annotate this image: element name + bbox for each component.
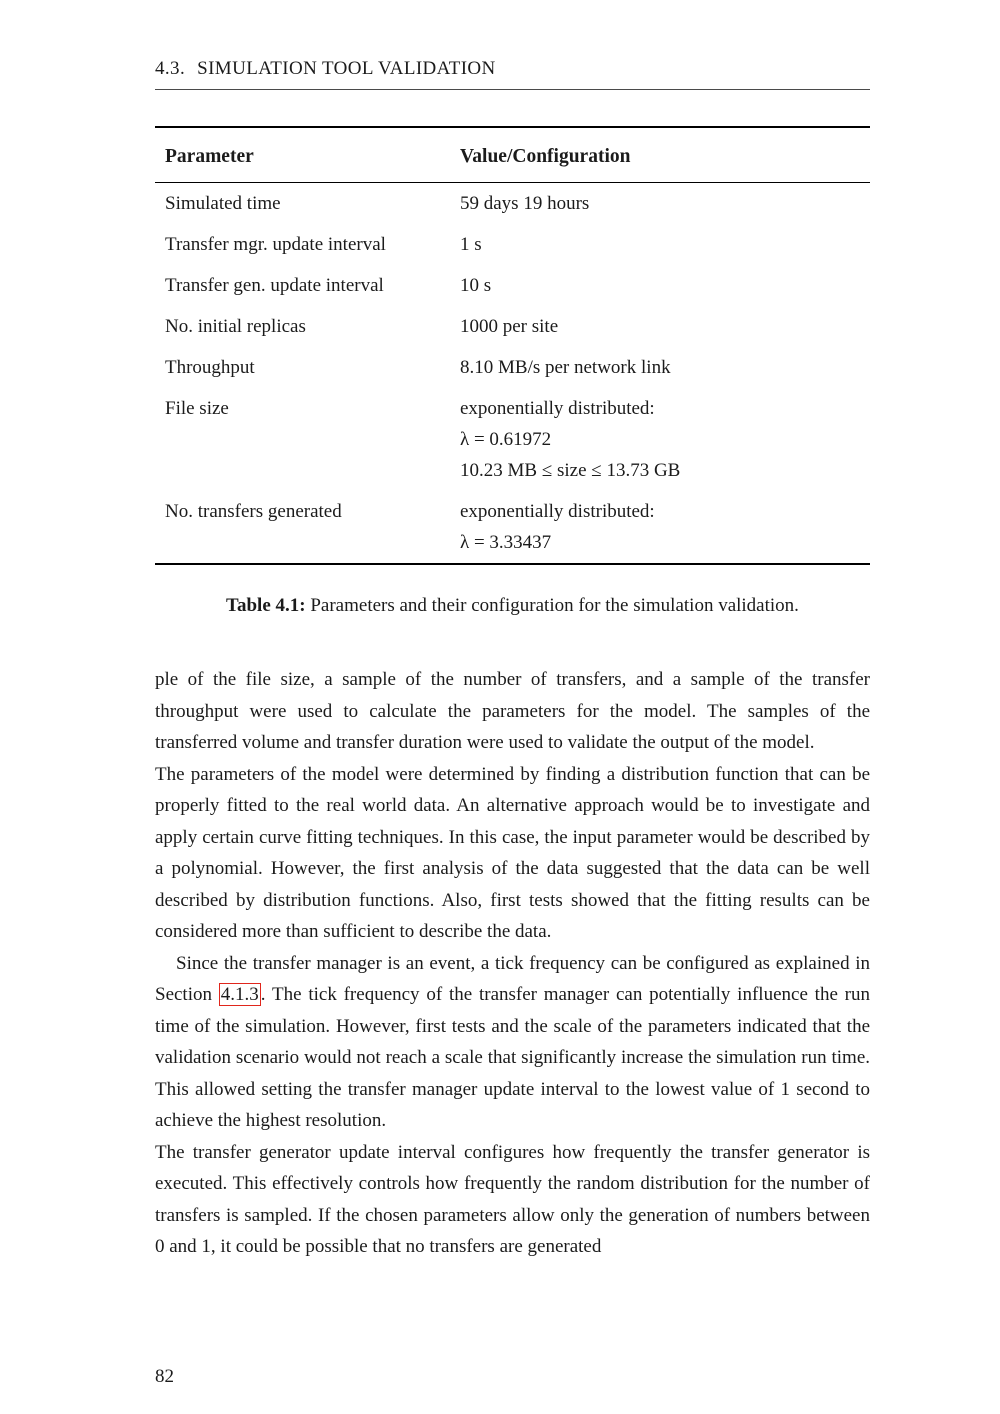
paragraph-3-before: Since the transfer manager is an event, a tick frequency can be configured as explained in Section xyxy=(155,952,870,1005)
paragraph-3-after: . The tick frequency of the transfer manager can potentially influence the run time of the simulation. However, first tests and the scale of the parameters indicated that the validation scenario would not reach a scale that significantly increase the simulation run time. This allowed setting the transfer manager update interval to the lowest value of 1 second to achieve the highest resolution. xyxy=(155,984,870,1131)
param-cell: Transfer mgr. update interval xyxy=(165,234,386,255)
param-cell: No. transfers generated xyxy=(165,501,342,522)
table-row xyxy=(155,306,870,347)
value-line: 8.10 MB/s per network link xyxy=(460,357,671,378)
value-line: 10.23 MB ≤ size ≤ 13.73 GB xyxy=(460,460,681,481)
table-header-row xyxy=(155,127,870,183)
table-caption-label: Table 4.1: xyxy=(226,595,306,616)
table-row xyxy=(155,224,870,265)
table-row xyxy=(155,388,870,491)
paragraph-2: The parameters of the model were determined by finding a distribution function that can be properly fitted to the real world data. An alternative approach would be to investigate and apply certain curve fitting techniques. In this case, the input parameter would be described by a polynomial. However, the first analysis of the data suggested that the data can be well described by distribution functions. Also, first tests showed that the fitting results can be considered more than sufficient to describe the data. xyxy=(155,763,870,942)
value-line: λ = 3.33437 xyxy=(460,532,552,553)
value-line: 1 s xyxy=(460,234,482,255)
table-row xyxy=(155,491,870,564)
value-line: 1000 per site xyxy=(460,316,559,337)
value-line: exponentially distributed: xyxy=(460,501,655,522)
value-line: λ = 0.61972 xyxy=(460,429,552,450)
section-title: SIMULATION TOOL VALIDATION xyxy=(197,58,496,79)
value-cell xyxy=(460,388,870,491)
param-cell: Simulated time xyxy=(165,193,281,214)
param-cell: No. initial replicas xyxy=(165,316,306,337)
param-cell: Throughput xyxy=(165,357,255,378)
value-cell xyxy=(460,224,870,265)
value-cell xyxy=(460,306,870,347)
running-header xyxy=(155,58,870,90)
column-header-parameter: Parameter xyxy=(155,127,460,183)
table-caption xyxy=(155,592,870,620)
parameters-table xyxy=(155,126,870,565)
column-header-value: Value/Configuration xyxy=(460,127,870,183)
table-row xyxy=(155,347,870,388)
value-cell xyxy=(460,265,870,306)
body-text xyxy=(155,664,870,1263)
param-cell: File size xyxy=(165,398,229,419)
value-line: 59 days 19 hours xyxy=(460,193,590,214)
paragraph-4: The transfer generator update interval configures how frequently the transfer generator is executed. This effectively controls how frequently the random distribution for the number of transfers is sampled. If the chosen parameters allow only the generation of numbers between 0 and 1, it could be possible that no transfers are generated xyxy=(155,1141,870,1257)
section-ref-link[interactable]: 4.1.3 xyxy=(220,984,259,1005)
value-line: exponentially distributed: xyxy=(460,398,655,419)
value-line: 10 s xyxy=(460,275,492,296)
table-row xyxy=(155,265,870,306)
paragraph-1: ple of the file size, a sample of the number of transfers, and a sample of the transfer throughput were used to calculate the parameters for the model. The samples of the transferred volume and transfer duration were used to validate the output of the model. xyxy=(155,669,870,753)
value-cell xyxy=(460,183,870,225)
param-cell: Transfer gen. update interval xyxy=(165,275,384,296)
table-caption-text: Parameters and their configuration for the simulation validation. xyxy=(305,595,799,616)
page-number: 82 xyxy=(155,1366,174,1387)
section-number: 4.3. xyxy=(155,58,186,79)
table-row xyxy=(155,183,870,225)
value-cell xyxy=(460,347,870,388)
paragraph-3 xyxy=(155,948,870,1137)
value-cell xyxy=(460,491,870,564)
